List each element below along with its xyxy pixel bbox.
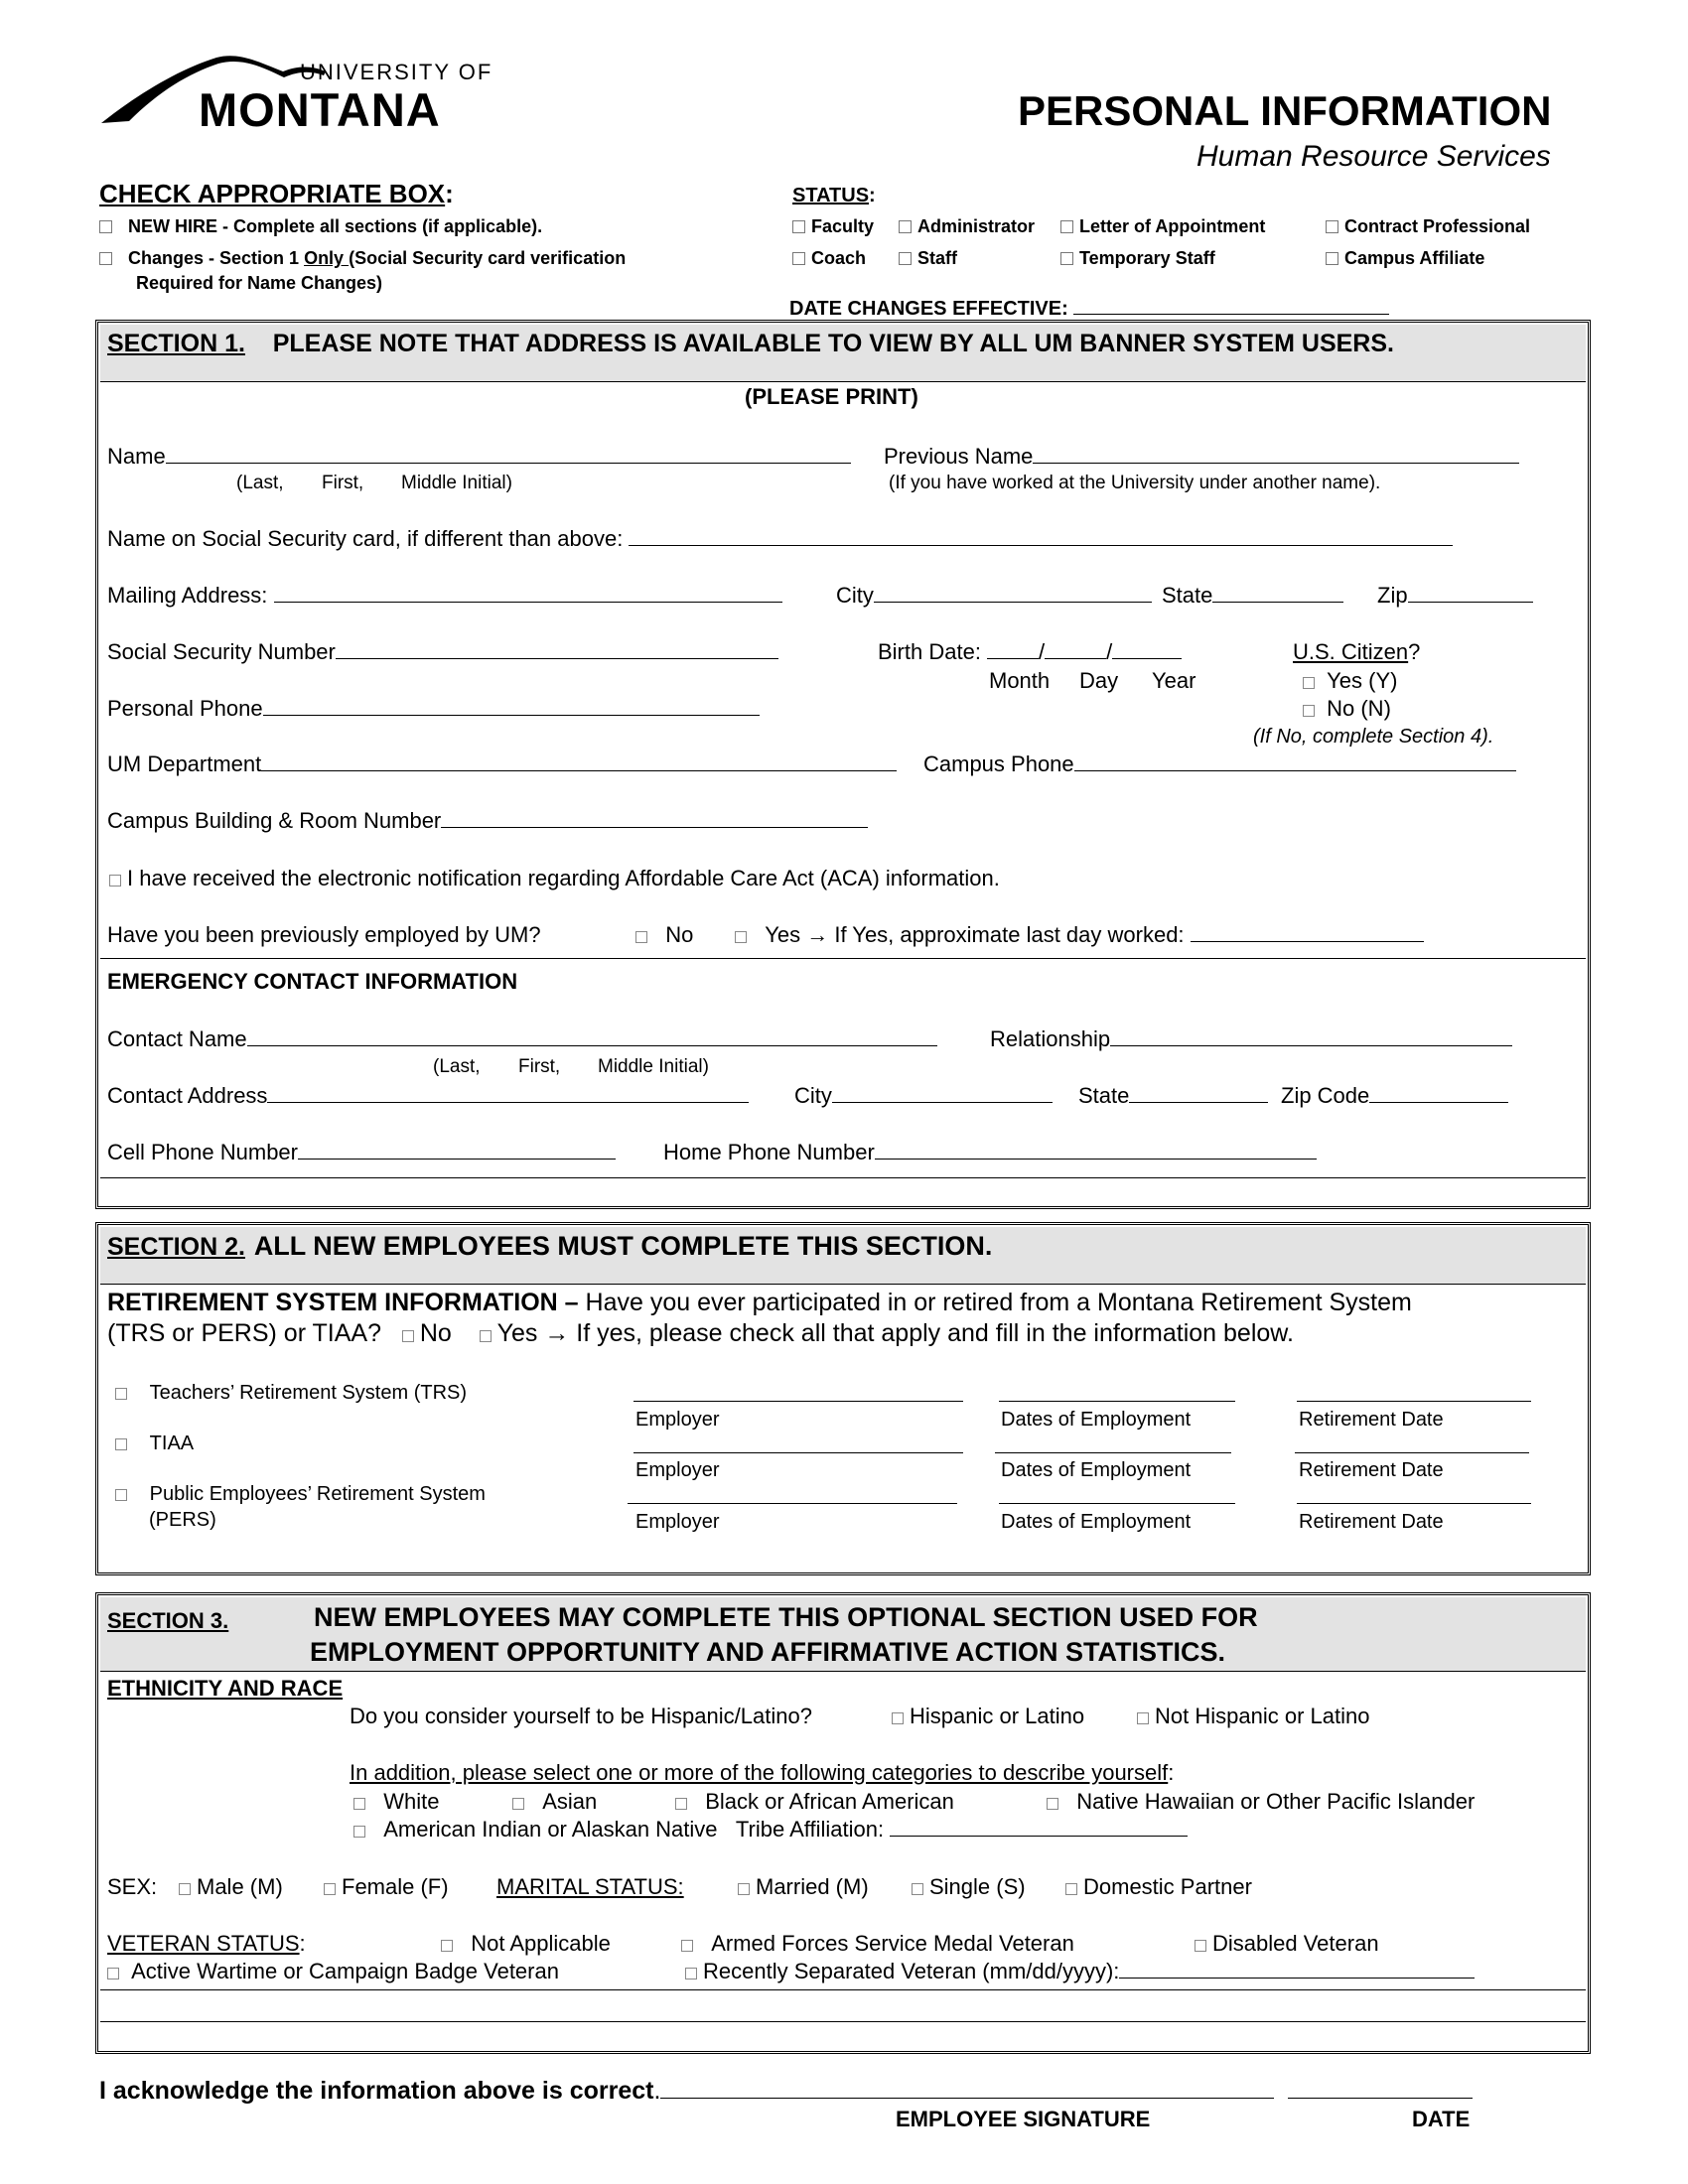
veteran-recently-separated[interactable]: Recently Separated Veteran (mm/dd/yyyy): [685, 1959, 1475, 1984]
citizen-no-option[interactable]: No (N) [1303, 696, 1391, 722]
contact-hint-middle: Middle Initial) [598, 1056, 709, 1077]
cell-phone-field[interactable]: Cell Phone Number [107, 1140, 616, 1165]
signature-label: EMPLOYEE SIGNATURE [896, 2107, 1151, 2131]
trs-employer-line[interactable] [633, 1401, 963, 1402]
campus-phone-field[interactable]: Campus Phone [923, 751, 1516, 777]
asian-checkbox[interactable] [512, 1798, 524, 1810]
status-letter-of-appointment[interactable]: Letter of Appointment [1060, 216, 1265, 237]
previous-name-field[interactable]: Previous Name [884, 444, 1519, 470]
campus-affiliate-checkbox[interactable] [1326, 252, 1338, 265]
tiaa-option[interactable]: TIAA [115, 1433, 194, 1455]
status-heading: STATUS: [792, 185, 876, 206]
personal-phone-field[interactable]: Personal Phone [107, 696, 760, 722]
emergency-divider [100, 958, 1586, 959]
race-asian[interactable]: Asian [512, 1789, 597, 1815]
married-checkbox[interactable] [738, 1883, 750, 1895]
marital-single[interactable]: Single (S) [912, 1874, 1026, 1900]
race-american-indian[interactable]: American Indian or Alaskan Native Tribe Affiliation: [353, 1817, 1188, 1843]
disabled-veteran-checkbox[interactable] [1195, 1940, 1206, 1952]
retirement-question-line2: (TRS or PERS) or TIAA? No Yes → If yes, please check all that apply and fill in the information below. [107, 1319, 1294, 1347]
race-black[interactable]: Black or African American [675, 1789, 954, 1815]
male-checkbox[interactable] [179, 1883, 191, 1895]
native-hawaiian-checkbox[interactable] [1047, 1798, 1058, 1810]
changes-note: Required for Name Changes) [136, 273, 383, 293]
page-subtitle: Human Resource Services [1196, 140, 1551, 173]
tiaa-retirement-label: Retirement Date [1299, 1459, 1444, 1481]
not-hispanic-option[interactable]: Not Hispanic or Latino [1137, 1704, 1369, 1729]
date-changes-effective[interactable]: DATE CHANGES EFFECTIVE: [789, 296, 1389, 321]
logo-montana: MONTANA [199, 83, 441, 136]
status-contract-professional[interactable]: Contract Professional [1326, 216, 1530, 237]
retirement-yes-option[interactable]: Yes → If yes, please check all that apply and fill in the information below. [480, 1319, 1294, 1347]
staff-checkbox[interactable] [899, 252, 912, 265]
um-department-field[interactable]: UM Department [107, 751, 897, 777]
ssn-field[interactable]: Social Security Number [107, 639, 778, 665]
check-box-heading: CHECK APPROPRIATE BOX: [99, 179, 454, 208]
marital-status-label: MARITAL STATUS: [496, 1874, 684, 1899]
birth-month-label: Month [989, 668, 1051, 693]
pers-employer-label: Employer [635, 1511, 720, 1533]
prev-yes-checkbox[interactable] [735, 931, 747, 943]
categories-intro: In addition, please select one or more of the following categories to describe yourself: [350, 1760, 1175, 1785]
pers-abbrev: (PERS) [149, 1509, 216, 1531]
armed-forces-checkbox[interactable] [681, 1940, 693, 1952]
section-3-title-line1: NEW EMPLOYEES MAY COMPLETE THIS OPTIONAL SECTION USED FOR [314, 1602, 1258, 1632]
coach-checkbox[interactable] [792, 252, 805, 265]
logo-university-of: UNIVERSITY OF [300, 60, 493, 84]
emergency-heading: EMERGENCY CONTACT INFORMATION [107, 969, 518, 994]
home-phone-field[interactable]: Home Phone Number [663, 1140, 1317, 1165]
white-checkbox[interactable] [353, 1798, 365, 1810]
citizen-yes-option[interactable]: Yes (Y) [1303, 668, 1397, 694]
date-label: DATE [1412, 2107, 1471, 2131]
contact-state-field[interactable]: State [1078, 1083, 1268, 1109]
contact-name-field[interactable]: Contact Name [107, 1026, 937, 1052]
retirement-no-checkbox[interactable] [402, 1330, 414, 1342]
please-print: (PLEASE PRINT) [745, 384, 918, 409]
changes-checkbox[interactable] [99, 252, 112, 265]
tiaa-retirement-line[interactable] [1295, 1452, 1529, 1453]
section-3-divider [100, 1989, 1586, 1990]
tiaa-dates-line[interactable] [995, 1452, 1231, 1453]
temporary-staff-checkbox[interactable] [1060, 252, 1073, 265]
name-hint-first: First, [322, 473, 364, 493]
trs-retirement-line[interactable] [1297, 1401, 1531, 1402]
zip-field[interactable]: Zip [1377, 583, 1533, 609]
section-3-label: SECTION 3. [107, 1608, 229, 1633]
new-hire-checkbox[interactable] [99, 220, 112, 233]
tiaa-dates-label: Dates of Employment [1001, 1459, 1192, 1481]
section-2-heading: SECTION 2. ALL NEW EMPLOYEES MUST COMPLETE THIS SECTION. [107, 1231, 993, 1261]
not-applicable-checkbox[interactable] [441, 1940, 453, 1952]
previously-employed-question: Have you been previously employed by UM? [107, 922, 541, 947]
faculty-checkbox[interactable] [792, 220, 805, 233]
pers-retirement-label: Retirement Date [1299, 1511, 1444, 1533]
race-white[interactable]: White [353, 1789, 439, 1815]
single-checkbox[interactable] [912, 1883, 923, 1895]
pers-dates-line[interactable] [999, 1503, 1235, 1504]
recently-separated-checkbox[interactable] [685, 1968, 697, 1979]
contact-city-field[interactable]: City [794, 1083, 1053, 1109]
section-3-bottom-line [100, 2021, 1586, 2022]
letter-of-appointment-checkbox[interactable] [1060, 220, 1073, 233]
section-3-title-line2: EMPLOYMENT OPPORTUNITY AND AFFIRMATIVE ACTION STATISTICS. [310, 1637, 1225, 1667]
section-1-heading: SECTION 1. PLEASE NOTE THAT ADDRESS IS AVAILABLE TO VIEW BY ALL UM BANNER SYSTEM USERS. [107, 330, 1394, 357]
trs-retirement-label: Retirement Date [1299, 1409, 1444, 1431]
previously-employed-yes[interactable]: Yes → If Yes, approximate last day worked: [735, 922, 1424, 948]
race-native-hawaiian[interactable]: Native Hawaiian or Other Pacific Islander [1047, 1789, 1475, 1815]
pers-option[interactable]: Public Employees’ Retirement System [115, 1483, 486, 1506]
status-faculty[interactable]: Faculty [792, 216, 874, 237]
contact-hint-last: (Last, [433, 1056, 481, 1077]
tiaa-employer-line[interactable] [633, 1452, 963, 1453]
american-indian-checkbox[interactable] [353, 1826, 365, 1838]
name-hint-middle: Middle Initial) [401, 473, 512, 493]
state-field[interactable]: State [1162, 583, 1343, 609]
black-checkbox[interactable] [675, 1798, 687, 1810]
building-room-field[interactable]: Campus Building & Room Number [107, 808, 868, 834]
administrator-checkbox[interactable] [899, 220, 912, 233]
aca-option[interactable]: I have received the electronic notification regarding Affordable Care Act (ACA) information. [109, 866, 1000, 891]
hispanic-checkbox[interactable] [892, 1712, 904, 1724]
citizen-yes-checkbox[interactable] [1303, 677, 1315, 689]
veteran-status-label: VETERAN STATUS: [107, 1931, 306, 1956]
retirement-question: RETIREMENT SYSTEM INFORMATION – Have you ever participated in or retired from a Montana Retirement System [107, 1289, 1412, 1316]
status-staff[interactable]: Staff [899, 248, 957, 269]
pers-checkbox[interactable] [115, 1489, 127, 1501]
contact-address-field[interactable]: Contact Address [107, 1083, 749, 1109]
sex-female[interactable]: Female (F) [324, 1874, 449, 1900]
ethnicity-heading: ETHNICITY AND RACE [107, 1676, 344, 1701]
relationship-field[interactable]: Relationship [990, 1026, 1512, 1052]
trs-option[interactable]: Teachers’ Retirement System (TRS) [115, 1382, 467, 1405]
trs-dates-label: Dates of Employment [1001, 1409, 1192, 1431]
mailing-address-field[interactable]: Mailing Address: [107, 583, 782, 609]
citizen-no-note: (If No, complete Section 4). [1253, 726, 1494, 748]
veteran-not-applicable[interactable]: Not Applicable [441, 1931, 611, 1957]
active-wartime-checkbox[interactable] [107, 1968, 119, 1979]
trs-checkbox[interactable] [115, 1388, 127, 1400]
acknowledge-statement[interactable]: I acknowledge the information above is correct. [99, 2077, 1473, 2106]
us-citizen-label: U.S. Citizen? [1293, 639, 1421, 664]
hispanic-option[interactable]: Hispanic or Latino [892, 1704, 1084, 1729]
status-temporary-staff[interactable]: Temporary Staff [1060, 248, 1215, 269]
pers-retirement-line[interactable] [1297, 1503, 1531, 1504]
page-title: PERSONAL INFORMATION [1018, 87, 1552, 134]
contact-zip-field[interactable]: Zip Code [1281, 1083, 1508, 1109]
status-coach[interactable]: Coach [792, 248, 866, 269]
ss-card-name-field[interactable]: Name on Social Security card, if different than above: [107, 526, 1453, 552]
new-hire-option[interactable]: NEW HIRE - Complete all sections (if applicable). [99, 216, 542, 237]
hispanic-question: Do you consider yourself to be Hispanic/Latino? [350, 1704, 812, 1728]
previously-employed-no[interactable]: No [635, 922, 693, 948]
status-administrator[interactable]: Administrator [899, 216, 1035, 237]
pers-employer-line[interactable] [628, 1503, 957, 1504]
marital-married[interactable]: Married (M) [738, 1874, 869, 1900]
trs-dates-line[interactable] [999, 1401, 1235, 1402]
aca-checkbox[interactable] [109, 875, 121, 887]
not-hispanic-checkbox[interactable] [1137, 1712, 1149, 1724]
veteran-armed-forces[interactable]: Armed Forces Service Medal Veteran [681, 1931, 1074, 1957]
birth-day-label: Day [1079, 668, 1119, 693]
city-field[interactable]: City [836, 583, 1152, 609]
trs-employer-label: Employer [635, 1409, 720, 1431]
birth-date-field[interactable]: Birth Date: / / [878, 639, 1182, 665]
changes-option[interactable]: Changes - Section 1 Only (Social Security card verification [99, 248, 626, 269]
citizen-no-checkbox[interactable] [1303, 705, 1315, 717]
veteran-active-wartime[interactable]: Active Wartime or Campaign Badge Veteran [107, 1959, 559, 1984]
sex-label: SEX: [107, 1874, 158, 1899]
sex-male[interactable]: Male (M) [179, 1874, 283, 1900]
name-hint-last: (Last, [236, 473, 284, 493]
birth-year-label: Year [1152, 668, 1196, 693]
retirement-yes-checkbox[interactable] [480, 1330, 492, 1342]
tiaa-checkbox[interactable] [115, 1438, 127, 1450]
prev-no-checkbox[interactable] [635, 931, 647, 943]
marital-domestic[interactable]: Domestic Partner [1065, 1874, 1252, 1900]
previous-name-hint: (If you have worked at the University under another name). [889, 473, 1381, 493]
contact-hint-first: First, [518, 1056, 561, 1077]
veteran-disabled[interactable]: Disabled Veteran [1195, 1931, 1379, 1957]
domestic-partner-checkbox[interactable] [1065, 1883, 1077, 1895]
female-checkbox[interactable] [324, 1883, 336, 1895]
tiaa-employer-label: Employer [635, 1459, 720, 1481]
name-field[interactable]: Name [107, 444, 851, 470]
pers-dates-label: Dates of Employment [1001, 1511, 1192, 1533]
contract-professional-checkbox[interactable] [1326, 220, 1338, 233]
section-1-bottom-line [100, 1177, 1586, 1178]
retirement-no-option[interactable]: No [402, 1319, 452, 1347]
status-campus-affiliate[interactable]: Campus Affiliate [1326, 248, 1484, 269]
